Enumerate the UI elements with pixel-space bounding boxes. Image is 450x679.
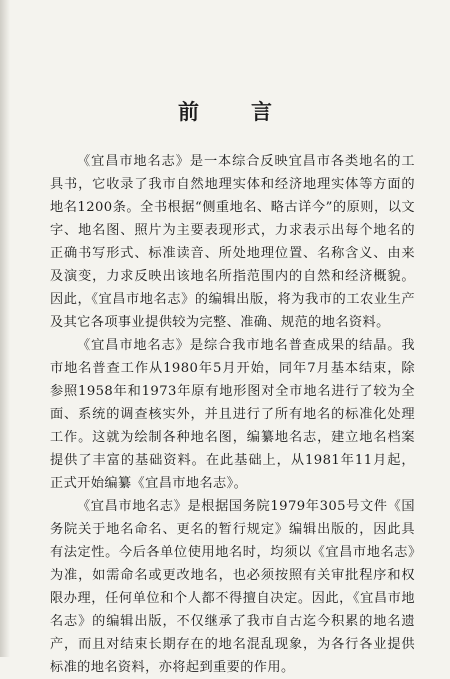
page-title — [0, 96, 450, 126]
page-title-char-2: 言 — [251, 100, 272, 124]
paragraph-2: 《宜昌市地名志》是综合我市地名普查成果的结晶。我市地名普查工作从1980年5月开始，同年7月基本结束，除参照1958年和1973年原有地形图对全市地名进行了较为全面、系统的调查核实外，并且进行了所有地名的标准化处理工作。这就为绘制各种地名图，编纂地名志，建立地名档案提供了丰富的基础资料。在此基础上，从1981年11月起，正式开始编纂《宜昌市地名志》。 — [50, 338, 415, 491]
preface-body — [50, 150, 415, 679]
page-title-char-1: 前 — [178, 100, 199, 124]
paragraph-3: 《宜昌市地名志》是根据国务院1979年305号文件《国务院关于地名命名、更名的暂行规定》编辑出版的，因此具有法定性。今后各单位使用地名时，均须以《宜昌市地名志》为准，如需命名或更改地名，也必须按照有关审批程序和权限办理，任何单位和个人都不得擅自决定。因此，《宜昌市地名志》的编辑出版，不仅继承了我市自古迄今积累的地名遗产，而且对结束长期存在的地名混乱现象，为各行各业提供标准的地名资料，亦将起到重要的作用。 — [50, 499, 415, 675]
paragraph-1: 《宜昌市地名志》是一本综合反映宜昌市各类地名的工具书，它收录了我市自然地理实体和经济地理实体等方面的地名1200条。全书根据“侧重地名、略古详今”的原则，以文字、地名图、照片为主要表现形式，力求表示出每个地名的正确书写形式、标准读音、所处地理位置、名称含义、由来及演变，力求反映出该地名所指范围内的自然和经济概貌。因此，《宜昌市地名志》的编辑出版，将为我市的工农业生产及其它各项事业提供较为完整、准确、规范的地名资料。 — [50, 154, 415, 330]
